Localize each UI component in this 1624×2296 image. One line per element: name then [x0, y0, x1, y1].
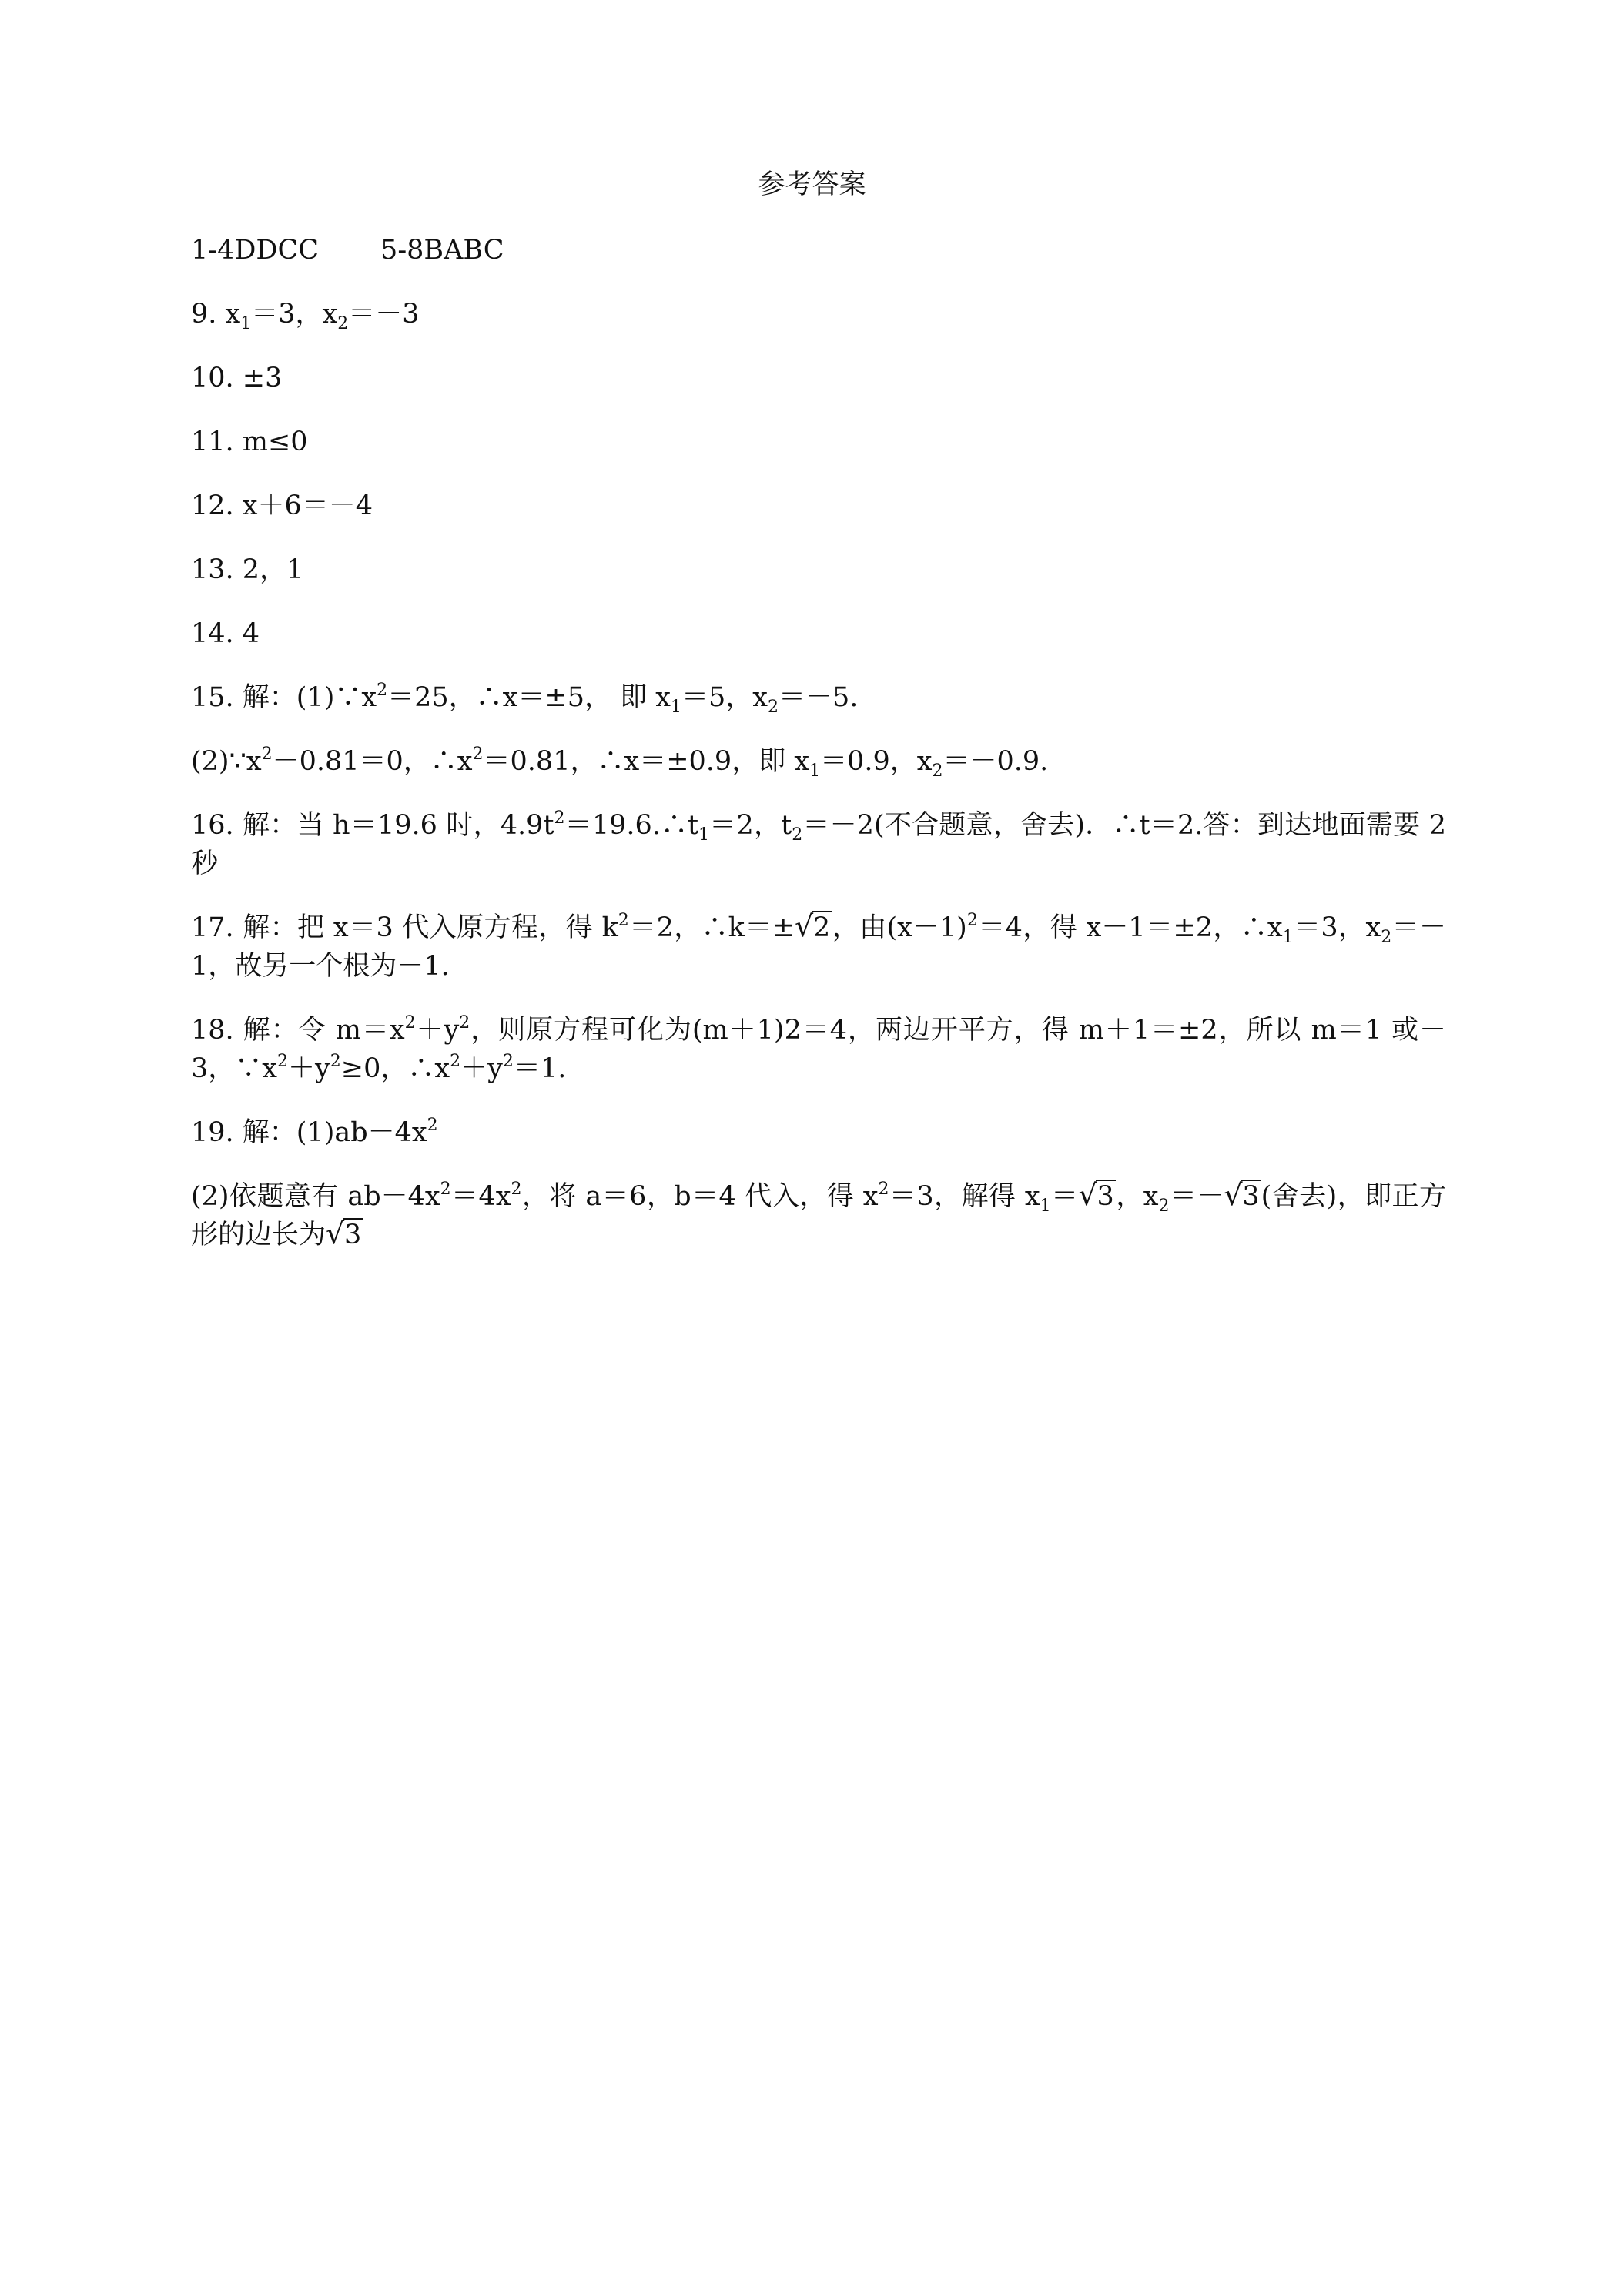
answer-19-part1: 19. 解：$(1)ab-4x^2$ — [191, 1116, 438, 1148]
answer-15-part1: 15. 解：$(1)\because x^2=25$，∴x＝±5， 即 $x_1=5$，$x_2=-5$. — [191, 681, 859, 717]
answer-13: 13. 2，1 — [191, 554, 304, 585]
sqrt-symbol: √ 2 — [795, 909, 832, 947]
answer-12: 12. x＋6＝－4 — [191, 490, 373, 521]
answer-9: 9. $x_1=3$，$x_2=-3$ — [191, 299, 420, 333]
answer-16: 16. 解：当 h＝19.6 时，$4.9t^2=19.6.\therefore t_1=2$，$t_2=-2$(不合题意，舍去)．∴t＝2.答：到达地面需要 2 秒 — [191, 808, 1446, 879]
sqrt-symbol: √ 3 — [1224, 1177, 1261, 1216]
sqrt-symbol: √ 3 — [326, 1216, 363, 1254]
answer-mcq — [191, 231, 1446, 269]
answer-list — [191, 231, 1446, 1280]
answer-17: 17. 解：把 x＝3 代入原方程，得 $k^2=2$，∴k＝±√ 2，由$(x-1)^2=4$，得 x－1＝±2，$\therefore x_1=3$，$x_2=-1$，故另一个根为－1. — [191, 909, 1446, 986]
answer-11: 11. m≤0 — [191, 427, 308, 457]
answer-18: 18. 解：令 $m=x^2+y^2$，则原方程可化为(m＋1)2＝4，两边开平方，得 m＋1＝±2，所以 m＝1 或－3，$\because x^2+y^2\ge 0$，$\therefore x^2+y^2=1$. — [191, 1013, 1446, 1084]
mcq-1-4: 1-4DDCC — [191, 235, 320, 266]
sqrt-symbol: √ 3 — [1079, 1177, 1116, 1216]
answer-19-part2: (2)依题意有 $ab-4x^2=4x^2$，将 a＝6，b＝4 代入，得 $x^2=3$，解得 $x_1=√$ 3，$x_2=-√$ 3(舍去)，即正方形的边长为√ 3 — [191, 1177, 1446, 1254]
answer-15-part2: $(2)\because x^2-0.81=0$，$\therefore x^2=0.81$，∴x＝±0.9，即 $x_1=0.9$，$x_2=-0.9$. — [191, 745, 1049, 781]
answer-10: 10. ±3 — [191, 363, 283, 393]
answer-14: 14. 4 — [191, 618, 260, 649]
page-title: 参考答案 — [758, 169, 866, 200]
mcq-5-8: 5-8BABC — [380, 235, 504, 266]
